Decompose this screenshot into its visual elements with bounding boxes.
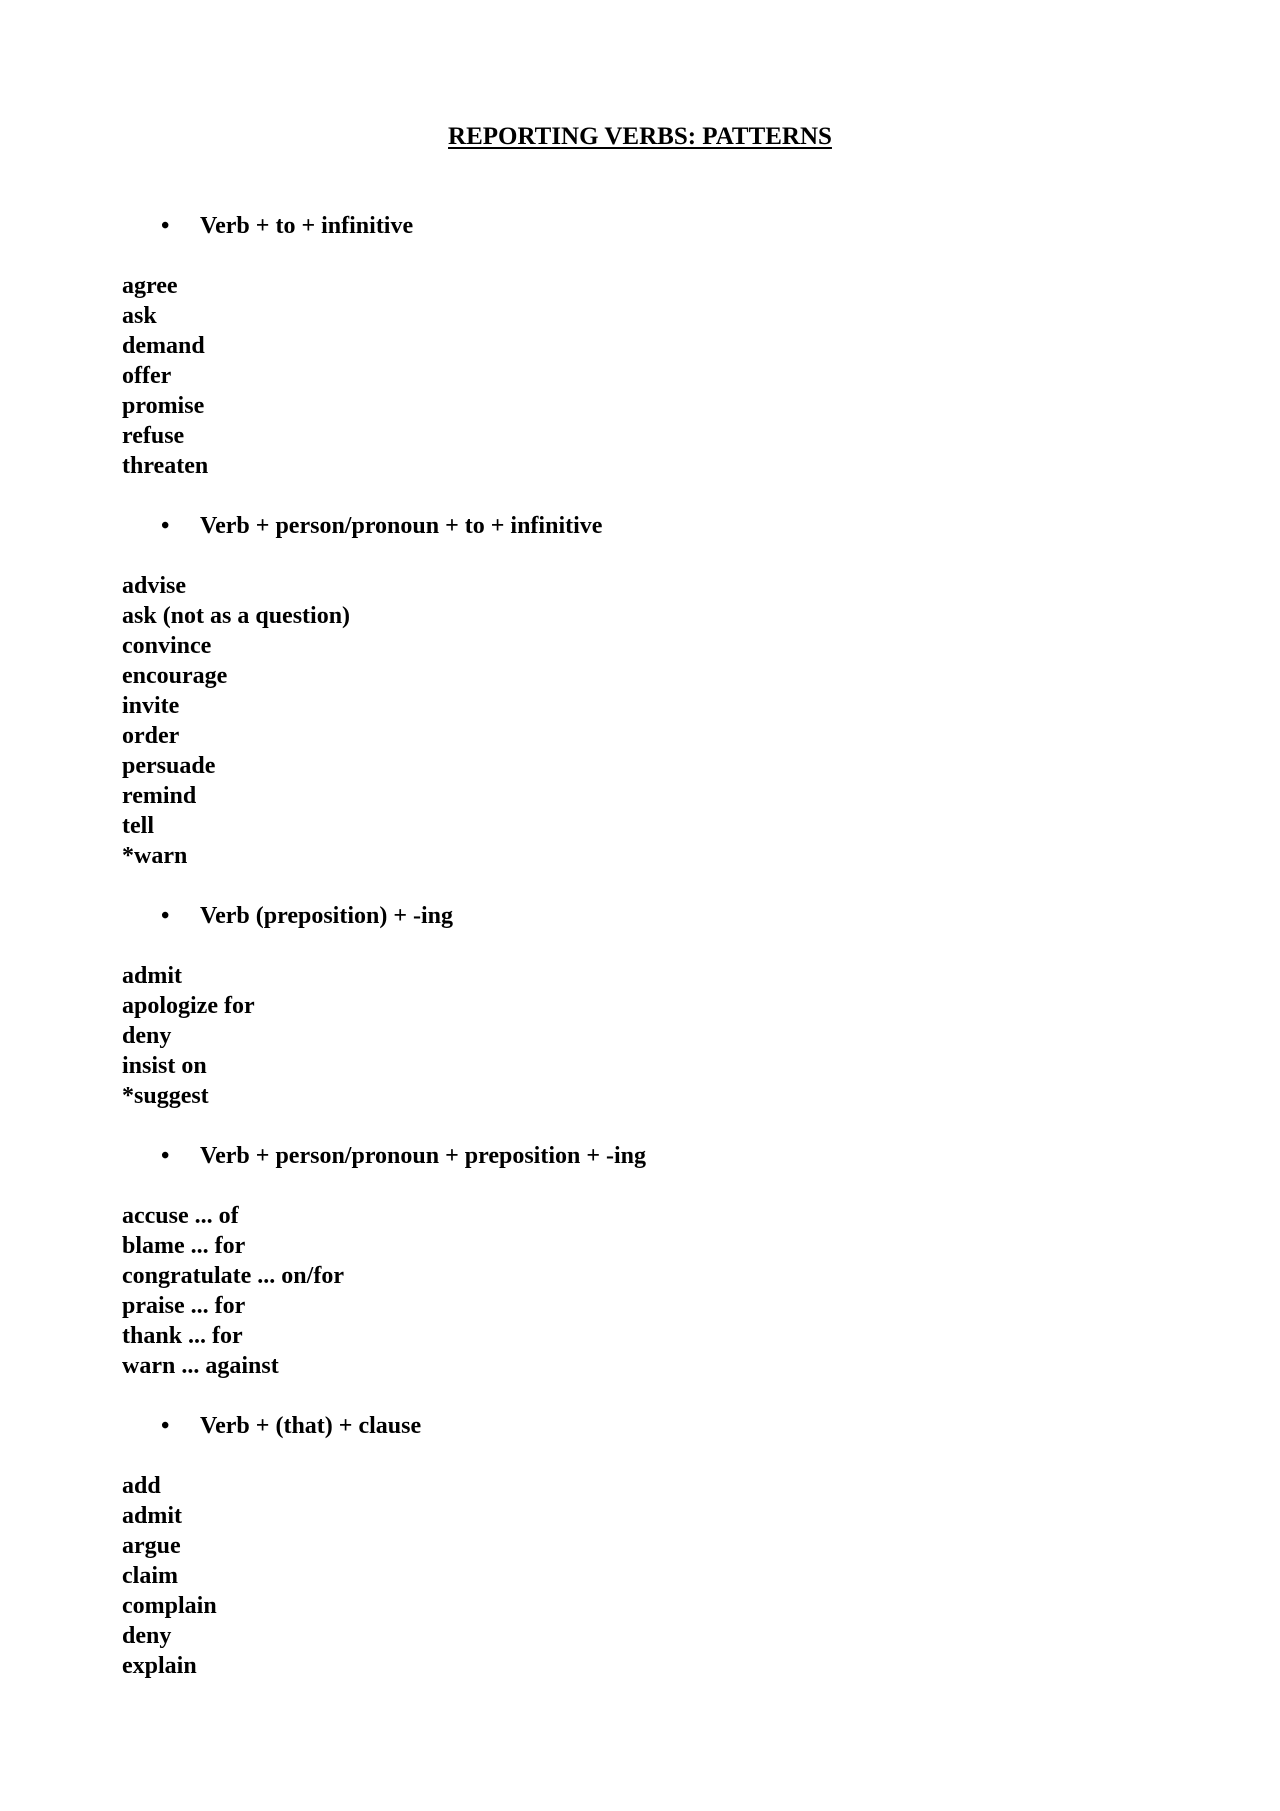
verb-item: admit [122,963,182,989]
verb-item: apologize for [122,993,255,1019]
verb-list [122,271,1122,481]
verb-item: admit [122,1503,182,1529]
verb-item: encourage [122,663,228,689]
verb-item: argue [122,1533,181,1559]
verb-item: warn ... against [122,1353,279,1379]
pattern-section [122,211,1122,481]
bullet-icon: • [161,1143,170,1169]
pattern-section [122,1411,1122,1681]
verb-item: deny [122,1023,172,1049]
verb-item: explain [122,1653,197,1679]
verb-item: invite [122,693,180,719]
section-heading [122,511,1122,541]
section-heading-label: Verb + (that) + clause [200,1413,422,1439]
verb-list [122,1471,1122,1681]
verb-item: tell [122,813,154,839]
section-heading-label: Verb (preposition) + -ing [200,903,454,929]
verb-item: blame ... for [122,1233,246,1259]
verb-item: demand [122,333,205,359]
verb-item: threaten [122,453,209,479]
verb-item: ask (not as a question) [122,603,351,629]
verb-item: advise [122,573,187,599]
bullet-icon: • [161,1413,170,1439]
verb-item: order [122,723,180,749]
verb-item: complain [122,1593,217,1619]
verb-item: convince [122,633,212,659]
verb-item: *warn [122,843,188,869]
section-heading-label: Verb + person/pronoun + preposition + -ing [200,1143,647,1169]
verb-item: add [122,1473,161,1499]
verb-item: remind [122,783,197,809]
verb-item: insist on [122,1053,207,1079]
verb-item: refuse [122,423,185,449]
verb-item: offer [122,363,172,389]
verb-list [122,1201,1122,1381]
section-heading [122,211,1122,241]
document-body [122,211,1122,1711]
verb-item: accuse ... of [122,1203,239,1229]
verb-list [122,961,1122,1111]
section-heading [122,1141,1122,1171]
verb-item: agree [122,273,178,299]
verb-item: promise [122,393,205,419]
verb-item: claim [122,1563,178,1589]
pattern-section [122,1141,1122,1381]
section-heading [122,1411,1122,1441]
section-heading [122,901,1122,931]
verb-item: praise ... for [122,1293,246,1319]
verb-item: thank ... for [122,1323,243,1349]
bullet-icon: • [161,213,170,239]
pattern-section [122,901,1122,1111]
pattern-section [122,511,1122,871]
verb-list [122,571,1122,871]
section-heading-label: Verb + person/pronoun + to + infinitive [200,513,603,539]
section-heading-label: Verb + to + infinitive [200,213,414,239]
verb-item: ask [122,303,157,329]
verb-item: *suggest [122,1083,209,1109]
verb-item: congratulate ... on/for [122,1263,344,1289]
document-title: REPORTING VERBS: PATTERNS [448,123,832,150]
bullet-icon: • [161,513,170,539]
verb-item: persuade [122,753,216,779]
verb-item: deny [122,1623,172,1649]
bullet-icon: • [161,903,170,929]
